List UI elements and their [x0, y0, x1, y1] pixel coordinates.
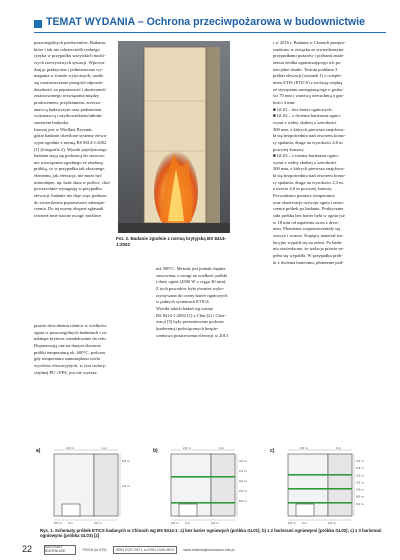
dimension-label: 0,3 m — [356, 480, 364, 485]
text-line: badania stają się podstawą do stosowa- — [34, 153, 106, 159]
text-line: pełni się wypaliła. W przypadku prób- — [273, 253, 343, 258]
text-line: ła się bezpośrednio nad otworem komo- — [273, 173, 346, 179]
combustion-chamber — [62, 504, 80, 516]
journal-logo — [44, 545, 76, 555]
text-line: próbki elewacji (rysunek 1) z ocieple- — [273, 73, 343, 79]
dimension-label: 2 m — [302, 521, 308, 525]
dimension-label: 0,3 m — [239, 479, 247, 483]
text-line: ■ GL03 – z trzema barierami ognio- — [273, 153, 340, 159]
text-line: cieplnej PU i EPS, jest nie wyższa — [34, 369, 97, 375]
text-line: w 18 min od zapalenia stosu z drew- — [273, 219, 340, 225]
column-middle — [156, 266, 270, 339]
text-line: Z tych powodów była również wyko- — [156, 285, 225, 291]
text-line: powyżej komory, — [273, 146, 305, 152]
column-right — [273, 40, 387, 266]
text-line: konferencji poświęconych bezpie- — [156, 325, 219, 331]
dimension-label: 2,0 m — [239, 489, 247, 493]
text-line: stosowana, z uwagi na wielkość próbki — [156, 272, 228, 278]
text-line: próbką, co w przypadku tak złożonego — [34, 166, 105, 172]
dimension-label: 2 m — [185, 521, 191, 525]
dimension-label: 1 m — [102, 446, 108, 450]
text-line: się rozmieszczenie przegród odpowie- — [34, 79, 104, 85]
text-line: również inne istotne uwagi: możliwe — [34, 213, 102, 219]
dimension-label: 4,6 m — [239, 459, 247, 463]
dimension-label: 2,6 m — [183, 446, 191, 450]
header-rule — [34, 32, 386, 33]
dimension-label: 0,5 m — [288, 521, 296, 525]
text-line: Prowadzono pomiary temperatury — [273, 193, 336, 199]
dimension-label: 0,3 m — [239, 469, 247, 473]
fire-barrier — [171, 476, 235, 478]
text-line: ści 70 mm i warstwą wierzchnią o gru- — [273, 93, 344, 99]
text-line: [1] (fotografia 2). Wyniki pojedynczego — [34, 146, 107, 152]
text-line: wyrobów elewacyjnych, w tym izolacji — [34, 362, 106, 368]
dimension-label: 2,6 m — [94, 521, 102, 525]
dimension-label: 1 m — [219, 446, 225, 450]
text-line: prawie dowolnemu różnice w wielkości — [34, 323, 107, 328]
text-line: zienia środka ograniczającego ich po- — [273, 59, 342, 65]
text-line: wymi z wełny skalnej o szerokości — [273, 119, 337, 125]
dimension-label: 2,0 m — [122, 484, 130, 488]
text-line: niem ETIS (ETICS) z izolacją cieplną — [273, 79, 343, 85]
text-line: mknięte kryteria, nieadekwatne do celu. — [34, 336, 107, 342]
dimension-label: 8,5 m — [122, 459, 130, 463]
text-line: niż 500°C. Metoda jest jednak chętnie — [156, 266, 226, 271]
sample-wall-wing — [211, 454, 235, 516]
issue-number: 7/2018 (nr 575) — [82, 547, 107, 552]
text-line: nem. Płomienie rozprzestrzeniały się — [273, 226, 341, 232]
fire-barrier — [171, 502, 235, 504]
dimension-label: 0,3 m — [356, 501, 364, 506]
figure-caption: Rys. 1. Schematy próbek ETICS badanych w Chinach wg BS 8414-1: a) bez barier ogniowych (próbka GL01); b) z 2 barierami ogniowymi (próbka GL02); c) z 3 barierami ogniowymi (próbka GL03) [2] — [40, 528, 382, 539]
text-line: ki z dwiema barierami, płomienie pod- — [273, 259, 344, 265]
panel-letter: a) — [36, 448, 41, 454]
photo-caption: Fot. 2. Badanie zgodnie z normą brytyjską BS 8414-1:2002 — [116, 236, 227, 247]
text-line: rzystywana do oceny barier ogniowych — [156, 292, 228, 298]
journal-url[interactable]: www.materialybudowlane.info.pl — [183, 547, 235, 552]
text-line: BS 8414-1:2002 [1] z Chin [2] i Chor- — [156, 312, 227, 318]
text-line: Dopuszczają one na dużym obszarze — [34, 342, 101, 348]
dimension-label: 8,5 m — [356, 494, 364, 499]
text-line: znawcą badawczym oraz podmiotem, — [34, 106, 103, 112]
dimension-label: 0,5 m — [171, 521, 179, 525]
etics-sample-diagram — [34, 446, 386, 526]
dimension-label: 2 m — [68, 521, 74, 525]
dimension-label: 0,3 m — [356, 466, 364, 471]
column-left-top — [34, 40, 113, 220]
dimension-label: 2,3 m — [356, 459, 364, 463]
sample-wall-wing — [94, 454, 118, 516]
text-line: ry spalania, druga na wysokości 2,3 m, — [273, 179, 344, 185]
text-line: wacji [5] były prezentowane podczas — [156, 319, 224, 325]
text-line: nia rozwiązania zgodnego ze zbadaną — [34, 159, 103, 165]
sample-wall-wing — [328, 454, 352, 516]
text-line: do stwierdzenia poprawności zabezpie- — [34, 199, 106, 205]
fire-test-photo — [118, 41, 230, 233]
text-line: 300 mm, z których pierwsza znajdowa- — [273, 126, 345, 132]
text-line: tencjalne skutki. Testom poddano 3 — [273, 66, 338, 72]
journal-logo-text: MATERIAŁY BUDOWLANE — [45, 545, 66, 553]
text-line: cyjne zgodnie z normą BS 8414-1:2002 — [34, 139, 107, 145]
dimension-label: 2,6 m — [66, 446, 74, 450]
text-line: wykonawcą i użytkownikiem/admini- — [34, 113, 103, 119]
text-line: ry spalania, druga na wysokości 4,6 m — [273, 139, 343, 145]
text-line: wymi z wełny skalnej o szerokości — [273, 159, 337, 165]
dimension-label: 2,0 m — [356, 487, 364, 492]
text-line: ła się bezpośrednio nad otworem komo- — [273, 133, 346, 139]
page-number: 22 — [22, 544, 33, 554]
text-line: ze styropianu samogasnącego o grubo- — [273, 86, 344, 92]
text-line: i duży ogień (4500 W o ciągu 30 min). — [156, 279, 227, 285]
dimension-label: 0,5 m — [54, 521, 62, 525]
text-line: wadzono w związku ze stwierdzonymi — [273, 46, 344, 52]
text-line: dzając praktyczne i jednoznaczne wy- — [34, 66, 104, 72]
text-line: które i tak nie odwierciedli realnego — [34, 46, 100, 52]
text-line: magania w formie wytycznych, ustala — [34, 73, 104, 79]
text-line: czeństwa pożarowemu elewacji w 2013 — [156, 332, 229, 338]
text-line: próbki temperaturę ok. 600°C, podczas — [34, 349, 106, 355]
text-line: lacyjny wypalił się na ziemi. Po bada- — [273, 239, 343, 245]
column-left-bottom — [34, 323, 148, 376]
dimension-label: 8,5 m — [239, 499, 247, 503]
header-square-icon — [34, 20, 42, 28]
text-line: wych rzeczywistych sytuacji. Wprowa- — [34, 59, 106, 65]
dimension-label: 2,6 m — [300, 446, 308, 450]
fire-barrier — [288, 488, 352, 490]
text-line: i w 2016 r. Badania w Chinach przepro- — [273, 40, 346, 45]
text-line: powszechnie występują w przypadku — [34, 186, 102, 192]
text-line: wzwyż i wszerz. Kapiący materiał izo- — [273, 233, 344, 239]
dimension-label: 2,3 m — [356, 473, 364, 478]
text-line: czenia próbek po badaniu. Praktycznie — [273, 206, 344, 212]
text-line: cała próbka bez barier była w ogniu już — [273, 213, 345, 219]
text-line: 300 mm, z których pierwsza znajdowa- — [273, 166, 345, 172]
text-line: elementu, jak elewacja, nie może być — [34, 173, 103, 179]
dimension-label: 2,6 m — [211, 521, 219, 525]
text-line: w palnych systemach ETICS. — [156, 299, 210, 305]
text-line: ognia w poszczególnych badaniach i za- — [34, 329, 108, 335]
panel-letter: c) — [270, 448, 275, 454]
text-line: dzialności za poprawność i skuteczność — [34, 86, 107, 92]
text-line: przypadkami pożarów i próbami znale- — [273, 53, 345, 59]
text-line: ■ GL01 – bez barier ogniowych; — [273, 106, 333, 112]
text-line: Wyniki takich badań wg normy — [156, 305, 214, 311]
text-line: a trzecia 4,6 m powyżej komory. — [273, 186, 333, 192]
section-title: TEMAT WYDANIA – Ochrona przeciwpożarowa w budownictwie — [46, 16, 366, 28]
page-footer — [44, 544, 386, 555]
combustion-chamber — [296, 504, 314, 516]
text-line: poszczególnych producentów. Badania, — [34, 40, 106, 45]
dimension-label: 2,6 m — [328, 521, 336, 525]
text-line: oraz obserwacje rozwoju ognia i znisz- — [273, 199, 345, 205]
text-line: zastosowanego rozwiązania między — [34, 93, 100, 99]
fire-barrier — [288, 502, 352, 504]
text-line: niu stwierdzono, że izolacja prawie za- — [273, 246, 344, 252]
text-line: ■ GL02 – z dwiema barierami ognio- — [273, 113, 342, 119]
panel-letter: b) — [153, 448, 158, 454]
fire-barrier — [288, 474, 352, 476]
text-line: producentem, projektantem, zrzeczo- — [34, 99, 102, 105]
text-line: gdy temperatura samozapłonu wielu — [34, 356, 101, 362]
dimension-label: 1 m — [336, 446, 342, 450]
text-line: gdzie badanie określone systemy elewa- — [34, 133, 108, 139]
issn: ISSN 0137-2971, e-ISSN 2449-951X — [113, 546, 178, 554]
text-line: czenia. Do tej normy ekspert zgłaszali — [34, 206, 104, 212]
combustion-chamber — [179, 504, 197, 516]
text-line: Inaczej jest w Wielkiej Brytanii, — [34, 126, 93, 132]
text-line: ryzyka w przypadku wszystkich możli- — [34, 53, 106, 59]
text-line: bości 4 mm: — [273, 99, 296, 105]
text-line: stratorem budynku. — [34, 119, 70, 125]
text-line: miarodajne, np. brak okna w próbce, choć — [34, 179, 111, 185]
text-line: elewacji, badanie nie daje więc podstaw — [34, 193, 107, 199]
